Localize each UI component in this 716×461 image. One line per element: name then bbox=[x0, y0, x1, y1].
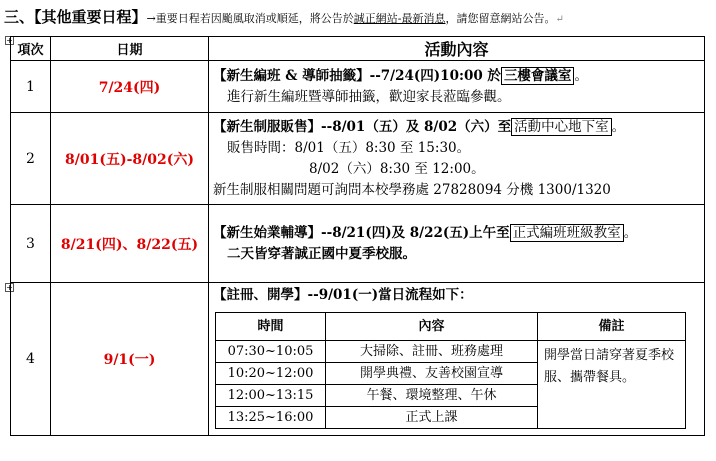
inner-header-remark: 備註 bbox=[538, 313, 686, 341]
activity-title: 【註冊、開學】--9/01(一)當日流程如下： bbox=[213, 287, 473, 303]
row-number: 4 bbox=[11, 283, 51, 436]
inner-header-time: 時間 bbox=[216, 313, 326, 341]
website-news-link[interactable]: 誠正網站-最新消息 bbox=[353, 12, 446, 25]
activity-line: 販售時間：8/01（五）8:30 至 15:30。 bbox=[227, 139, 471, 156]
activity-title: 【新生制服販售】--8/01（五）及 8/02（六）至 bbox=[213, 118, 512, 135]
inner-header-content: 內容 bbox=[326, 313, 538, 341]
location-box: 正式編班班級教室 bbox=[510, 224, 624, 242]
row-number: 1 bbox=[11, 61, 51, 113]
row-date: 7/24(四) bbox=[51, 61, 209, 113]
activity-punct: 。 bbox=[574, 67, 588, 84]
activity-line bbox=[213, 117, 700, 138]
schedule-content: 開學典禮、友善校園宣導 bbox=[326, 363, 538, 385]
schedule-row bbox=[216, 341, 686, 363]
table-row bbox=[11, 61, 705, 113]
header-activity: 活動內容 bbox=[209, 37, 705, 61]
schedule-time: 10:20~12:00 bbox=[216, 363, 326, 385]
schedule-remark: 開學當日請穿著夏季校服、攜帶餐具。 bbox=[538, 341, 686, 429]
activity-line bbox=[213, 223, 700, 244]
section-title: 三、【其他重要日程】 bbox=[4, 8, 147, 26]
table-row bbox=[11, 205, 705, 283]
row-activity bbox=[209, 205, 705, 283]
schedule-content: 正式上課 bbox=[326, 407, 538, 429]
schedule-content: 大掃除、註冊、班務處理 bbox=[326, 341, 538, 363]
table-move-handle-icon[interactable]: + bbox=[6, 283, 13, 292]
row-date: 8/01(五)-8/02(六) bbox=[51, 113, 209, 205]
row-date: 8/21(四)、8/22(五) bbox=[51, 205, 209, 283]
row-activity bbox=[209, 61, 705, 113]
table-row bbox=[11, 283, 705, 436]
paragraph-mark: ↵ bbox=[555, 14, 564, 25]
day-schedule-table bbox=[215, 312, 686, 429]
header-date: 日期 bbox=[51, 37, 209, 61]
schedule-time: 12:00~13:15 bbox=[216, 385, 326, 407]
schedule-content: 午餐、環境整理、午休 bbox=[326, 385, 538, 407]
row-number: 3 bbox=[11, 205, 51, 283]
table-row bbox=[11, 113, 705, 205]
location-box: 活動中心地下室 bbox=[511, 118, 612, 136]
notice-text-a: →重要日程若因颱風取消或順延，將公告於 bbox=[146, 12, 354, 25]
activity-punct: 。 bbox=[611, 118, 626, 135]
activity-title: 【新生編班 & 導師抽籤】--7/24(四)10:00 於 bbox=[213, 67, 501, 84]
inner-header-row bbox=[216, 313, 686, 341]
header-item: 項次 bbox=[11, 37, 51, 61]
table-move-handle-icon[interactable]: + bbox=[6, 36, 13, 45]
activity-line: 新生制服相關問題可詢問本校學務處 27828094 分機 1300/1320 bbox=[213, 181, 611, 198]
row-activity bbox=[209, 283, 705, 436]
row-activity bbox=[209, 113, 705, 205]
activity-line bbox=[213, 66, 700, 87]
schedule-time: 13:25~16:00 bbox=[216, 407, 326, 429]
schedule-time: 07:30~10:05 bbox=[216, 341, 326, 363]
activity-title: 【新生始業輔導】--8/21(四)及 8/22(五)上午至 bbox=[213, 224, 510, 241]
row-number: 2 bbox=[11, 113, 51, 205]
activity-line: 二天皆穿著誠正國中夏季校服。 bbox=[227, 245, 416, 262]
row-date: 9/1(一) bbox=[51, 283, 209, 436]
location-box: 三樓會議室 bbox=[501, 67, 575, 85]
table-header-row bbox=[11, 37, 705, 61]
schedule-table bbox=[10, 36, 705, 436]
notice-text-b: ，請您留意網站公告。 bbox=[445, 12, 556, 25]
activity-line: 8/02（六）8:30 至 12:00。 bbox=[309, 160, 485, 177]
section-heading bbox=[4, 6, 712, 28]
activity-line: 進行新生編班暨導師抽籤，歡迎家長蒞臨參觀。 bbox=[227, 88, 511, 105]
activity-punct: 。 bbox=[623, 224, 638, 241]
